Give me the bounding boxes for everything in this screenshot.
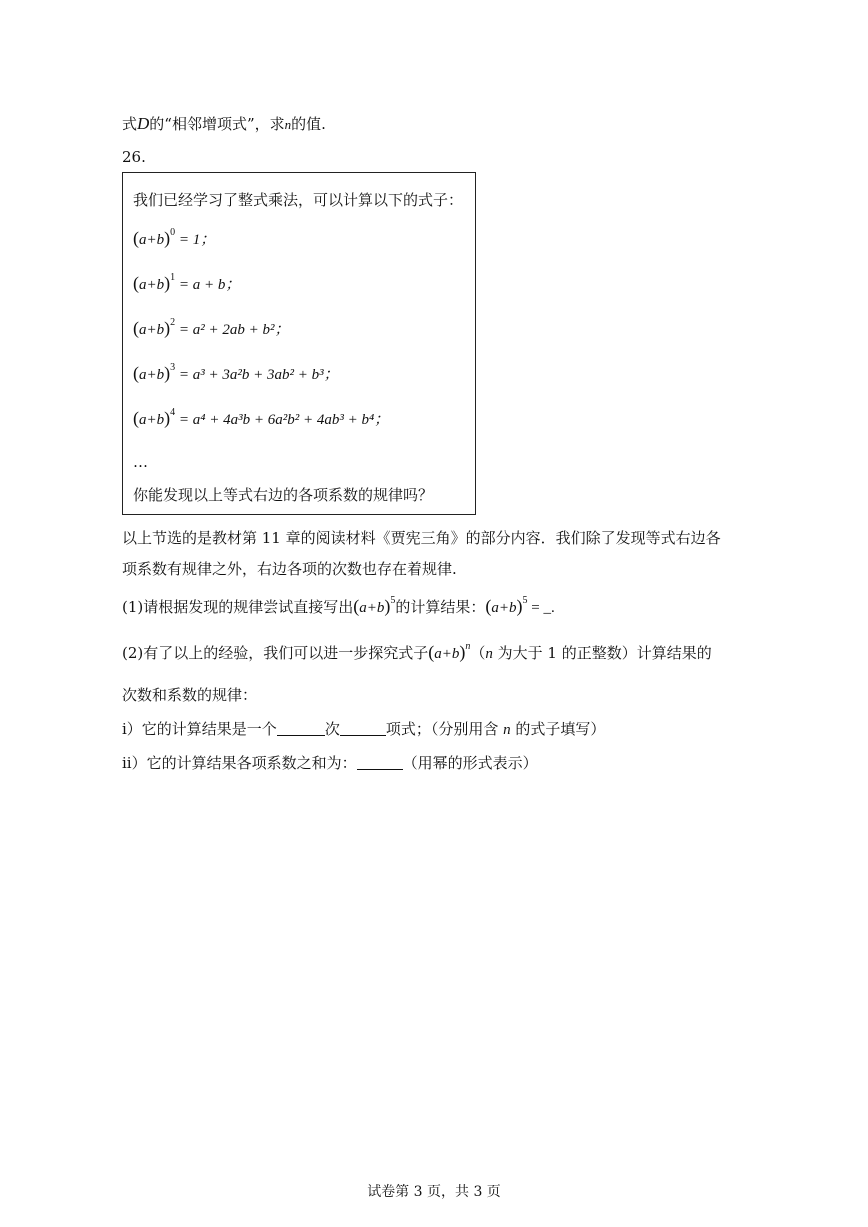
answer-blank-terms[interactable]: [340, 721, 386, 736]
question-number: 26.: [122, 148, 146, 166]
box-intro: 我们已经学习了整式乘法，可以计算以下的式子：: [133, 191, 464, 209]
sub-question-i: i）它的计算结果是一个 次 项式；（分别用含 n 的式子填写）: [122, 720, 606, 738]
box-question: 你能发现以上等式右边的各项系数的规律吗？: [133, 486, 434, 504]
sub-question-ii: ii）它的计算结果各项系数之和为： （用幂的形式表示）: [122, 754, 538, 772]
equation-2: $(a+b)^2 = a^2 + 2ab + b^2$；: [133, 317, 290, 338]
passage-line-1: 以上节选的是教材第 11 章的阅读材料《贾宪三角》的部分内容．我们除了发现等式右边各: [122, 529, 721, 547]
equation-4: $(a+b)^4 = a^4 + 4a^3b + 6a^2b^2 + 4ab^3 + b^4$；: [133, 407, 390, 428]
answer-blank-degree[interactable]: [277, 721, 325, 736]
passage-line-2: 项系数有规律之外，右边各项的次数也存在着规律.: [122, 560, 457, 578]
variable-d: D: [137, 114, 150, 133]
part-1: (1)请根据发现的规律尝试直接写出$(a+b)^5$的计算结果：$(a+b)^5$ = _.: [122, 595, 555, 616]
answer-blank-coefficient-sum[interactable]: [357, 755, 403, 770]
reading-material-box: [122, 172, 476, 515]
equation-3: $(a+b)^3 = a^3 + 3a^2b + 3ab^2 + b^3$；: [133, 362, 339, 383]
variable-n: n: [284, 117, 292, 132]
previous-question-tail: 式D的“相邻增项式”，求n的值.: [122, 114, 326, 133]
part-2: (2)有了以上的经验，我们可以进一步探究式子$(a+b)^n(n$ 为大于 1 的正整数）计算结果的: [122, 641, 712, 662]
page-footer: 试卷第 3 页，共 3 页: [367, 1184, 501, 1200]
part-2-line-2: 次数和系数的规律：: [122, 686, 258, 704]
equation-1: $(a+b)^1 = a + b$；: [133, 272, 241, 293]
equation-0: $(a+b)^0 = 1$；: [133, 227, 216, 248]
ellipsis: …: [133, 453, 148, 471]
